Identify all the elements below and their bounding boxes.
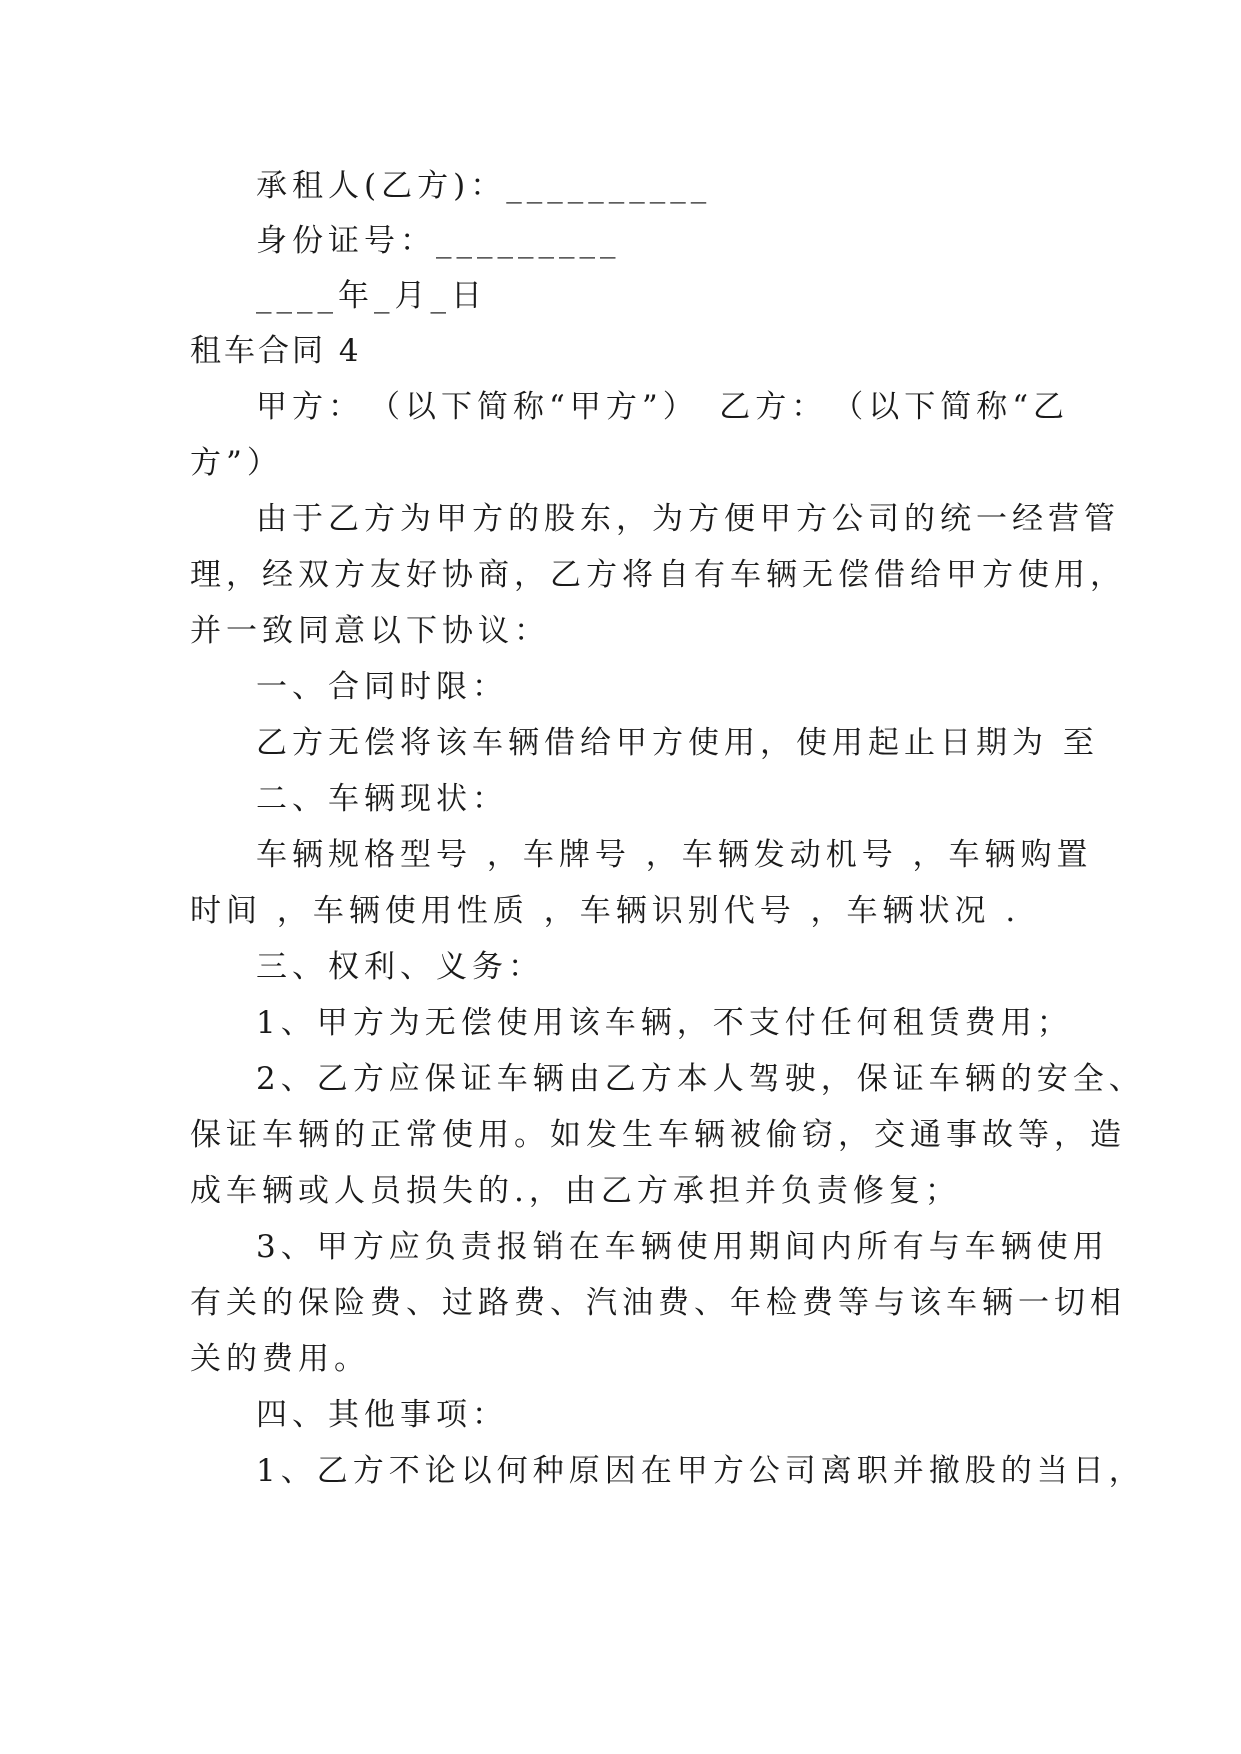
preamble-line-3: 并一致同意以下协议： <box>190 613 550 649</box>
parties-line-continued: 方”） <box>190 445 283 481</box>
section-3-item-1: 1、甲方为无偿使用该车辆，不支付任何租赁费用； <box>256 1005 1073 1041</box>
section-2-text-1: 车辆规格型号 ，车牌号 ，车辆发动机号 ，车辆购置 <box>256 837 1093 873</box>
section-3-item-2-line-3: 成车辆或人员损失的.，由乙方承担并负责修复； <box>190 1173 961 1209</box>
section-3-item-2-line-1: 2、乙方应保证车辆由乙方本人驾驶，保证车辆的安全、 <box>256 1061 1145 1097</box>
section-3-item-2-line-2: 保证车辆的正常使用。如发生车辆被偷窃，交通事故等，造 <box>190 1117 1126 1153</box>
preamble-line-2: 理，经双方友好协商，乙方将自有车辆无偿借给甲方使用， <box>190 557 1126 593</box>
section-4-item-1: 1、乙方不论以何种原因在甲方公司离职并撤股的当日， <box>256 1453 1145 1489</box>
section-1-text: 乙方无偿将该车辆借给甲方使用，使用起止日期为 至 <box>256 725 1099 761</box>
section-2-text-2: 时间 ，车辆使用性质 ，车辆识别代号 ，车辆状况 . <box>190 893 1021 929</box>
section-3-item-3-line-1: 3、甲方应负责报销在车辆使用期间内所有与车辆使用 <box>256 1229 1109 1265</box>
section-1-heading: 一、合同时限： <box>256 669 508 705</box>
section-3-item-3-line-2: 有关的保险费、过路费、汽油费、年检费等与该车辆一切相 <box>190 1285 1126 1321</box>
date-line: ____年_月_日 <box>256 278 487 314</box>
id-number-line: 身份证号：_________ <box>256 223 621 259</box>
section-3-heading: 三、权利、义务： <box>256 949 544 985</box>
lessee-signature-line: 承租人(乙方)：__________ <box>256 168 712 204</box>
contract-title: 租车合同 4 <box>190 333 362 369</box>
section-2-heading: 二、车辆现状： <box>256 781 508 817</box>
section-3-item-3-line-3: 关的费用。 <box>190 1341 370 1377</box>
section-4-heading: 四、其他事项： <box>256 1397 508 1433</box>
parties-line: 甲方： （以下简称“甲方”） 乙方： （以下简称“乙 <box>256 389 1070 425</box>
preamble-line-1: 由于乙方为甲方的股东，为方便甲方公司的统一经营管 <box>256 501 1120 537</box>
